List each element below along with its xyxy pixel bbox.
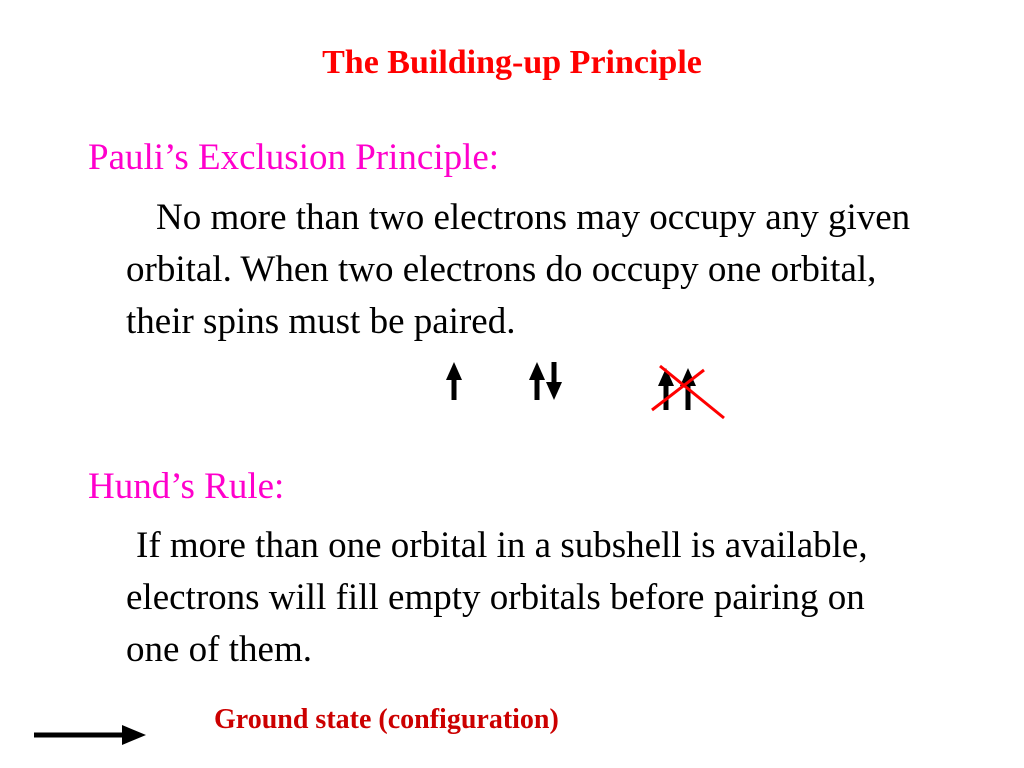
pauli-text-block: [126, 192, 916, 348]
ground-state-label: Ground state (configuration): [214, 704, 559, 735]
paired-spins-icon: [529, 362, 562, 400]
pauli-text: No more than two electrons may occupy any given orbital. When two electrons do occupy one orbital, their spins must be paired.: [126, 197, 911, 342]
slide-title: The Building-up Principle: [322, 44, 702, 81]
right-arrow-icon: [30, 718, 150, 752]
hund-heading: Hund’s Rule:: [88, 466, 285, 507]
forbidden-parallel-spins-icon: [652, 366, 724, 418]
pauli-heading: Pauli’s Exclusion Principle:: [88, 137, 500, 178]
hund-text: If more than one orbital in a subshell is available, electrons will fill empty orbitals before pairing on one of them.: [126, 525, 868, 670]
single-spin-up-icon: [446, 362, 462, 400]
hund-text-block: [126, 520, 916, 676]
